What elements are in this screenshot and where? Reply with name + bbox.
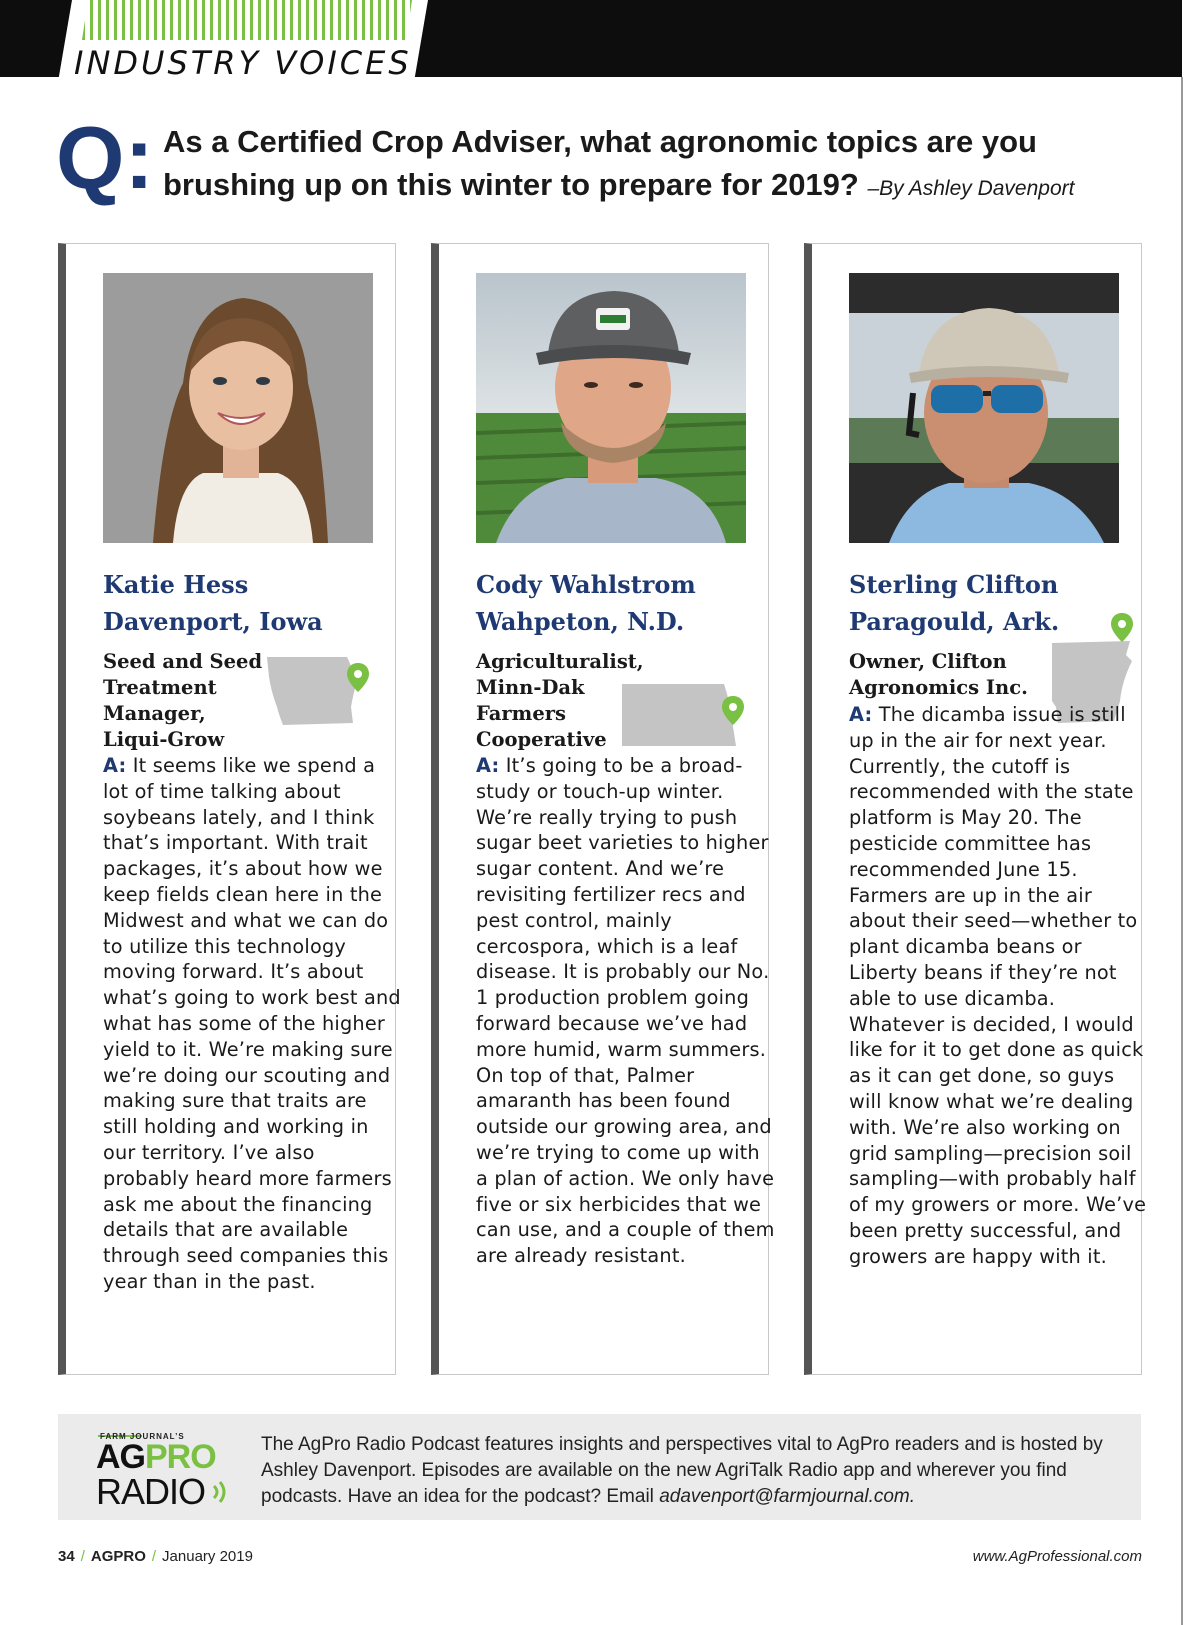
agpro-radio-logo	[96, 1440, 216, 1474]
logo-small-text: FARM JOURNAL’S	[100, 1432, 185, 1441]
page-number: 34	[58, 1548, 75, 1565]
folio-separator: /	[80, 1548, 85, 1565]
profile-answer	[476, 753, 776, 1269]
logo-radio	[96, 1471, 230, 1512]
profile-title-line: Owner, Clifton	[849, 650, 1007, 673]
answer-label: A:	[849, 703, 873, 726]
logo-ag: AG	[96, 1438, 145, 1476]
folio-separator: /	[151, 1548, 157, 1565]
profile-title-line: Manager,	[103, 702, 206, 725]
podcast-promo-box	[58, 1414, 1141, 1520]
profile-title-line: Treatment	[103, 676, 217, 699]
answer-text: The dicamba issue is still up in the air for next year. Currently, the cutoff is recommended with the state platform is May 20. The pesticide committee has recommended June 15. Farmers are up in the air about their seed—whether to plant dicamba beans or Liberty beans if they’re not able to use dicamba. Whatever is decided, I would like for it to get done as quick as it can get done, so guys will know what we’re dealing with. We’re also working on grid sampling—precision soil sampling—with probably half of my growers or more. We’ve been pretty successful, and growers are happy with it.	[849, 703, 1147, 1268]
answer-label: A:	[103, 754, 127, 777]
profile-name: Katie Hess	[103, 570, 249, 599]
profile-title-line: Liqui-Grow	[103, 728, 225, 751]
katie-hess-photo	[103, 273, 373, 543]
promo-email-link[interactable]: adavenport@farmjournal.com.	[659, 1486, 916, 1507]
profile-title	[849, 649, 1028, 701]
cody-wahlstrom-photo	[476, 273, 746, 543]
website-link[interactable]: www.AgProfessional.com	[972, 1548, 1142, 1565]
profile-card-cody-wahlstrom	[431, 243, 775, 1375]
iowa-map-icon	[263, 651, 375, 731]
profile-title	[103, 649, 262, 753]
answer-text: It seems like we spend a lot of time talking about soybeans lately, and I think that’s important. With trait packages, it’s about how we keep fields clean here in the Midwest and what we can do to utilize this technology moving forward. It’s about what’s going to work best and what has some of the higher yield to it. We’re making sure we’re doing our scouting and making sure that traits are still holding and working in our territory. I’ve also probably heard more farmers ask me about the financing details that are available through seed companies this year than in the past.	[103, 754, 401, 1293]
north-dakota-map-icon	[620, 680, 748, 752]
answer-label: A:	[476, 754, 500, 777]
profile-title-line: Minn-Dak	[476, 676, 585, 699]
profile-card-sterling-clifton	[804, 243, 1147, 1375]
profile-answer	[849, 702, 1149, 1270]
profile-title-line: Agronomics Inc.	[849, 676, 1028, 699]
profile-name: Sterling Clifton	[849, 570, 1059, 599]
footer-folio	[58, 1548, 253, 1565]
issue-date: January 2019	[162, 1548, 253, 1565]
logo-pro: PRO	[145, 1438, 216, 1476]
answer-text: It’s going to be a broad-study or touch-up winter. We’re really trying to push sugar beet varieties to higher sugar content. And we’re revisiting fertilizer recs and pest control, mainly cercospora, which is a leaf disease. It is probably our No. 1 production problem going forward because we’ve had more humid, warm summers. On top of that, Palmer amaranth has been found outside our growing area, and we’re trying to come up with a plan of action. We only have five or six herbicides that we can use, and a couple of them are already resistant.	[476, 754, 775, 1268]
profile-location: Paragould, Ark.	[849, 607, 1060, 636]
green-stripes-decoration	[82, 0, 412, 40]
profile-answer	[103, 753, 403, 1295]
profile-name-location	[103, 566, 393, 640]
profile-title-line: Agriculturalist,	[476, 650, 644, 673]
logo-radio-text: RADIO	[96, 1471, 206, 1512]
profile-location: Wahpeton, N.D.	[476, 607, 685, 636]
profile-title-line: Seed and Seed	[103, 650, 263, 673]
profile-name: Cody Wahlstrom	[476, 570, 696, 599]
publication-name: AGPRO	[90, 1548, 146, 1565]
promo-text	[261, 1432, 1131, 1510]
profile-title	[476, 649, 644, 753]
page-edge-rule	[1181, 77, 1183, 1625]
profile-location: Davenport, Iowa	[103, 607, 323, 636]
question-text	[163, 120, 1173, 210]
promo-body: The AgPro Radio Podcast features insights and perspectives vital to AgPro readers and is hosted by Ashley Davenport. Episodes are available on the new AgriTalk Radio app and wherever you find podcasts. Have an idea for the podcast? Email	[261, 1434, 1103, 1507]
sterling-clifton-photo	[849, 273, 1119, 543]
question-mark-label: Q:	[56, 108, 154, 207]
section-label: INDUSTRY VOICES	[74, 44, 412, 82]
profile-title-line: Cooperative	[476, 728, 607, 751]
profile-card-katie-hess	[58, 243, 401, 1375]
broadcast-waves-icon	[210, 1478, 230, 1506]
question-byline: –By Ashley Davenport	[867, 177, 1075, 200]
profile-name-location	[476, 566, 766, 640]
question-body: As a Certified Crop Adviser, what agronomic topics are you brushing up on this winter to prepare for 2019?	[163, 124, 1037, 202]
profile-title-line: Farmers	[476, 702, 566, 725]
